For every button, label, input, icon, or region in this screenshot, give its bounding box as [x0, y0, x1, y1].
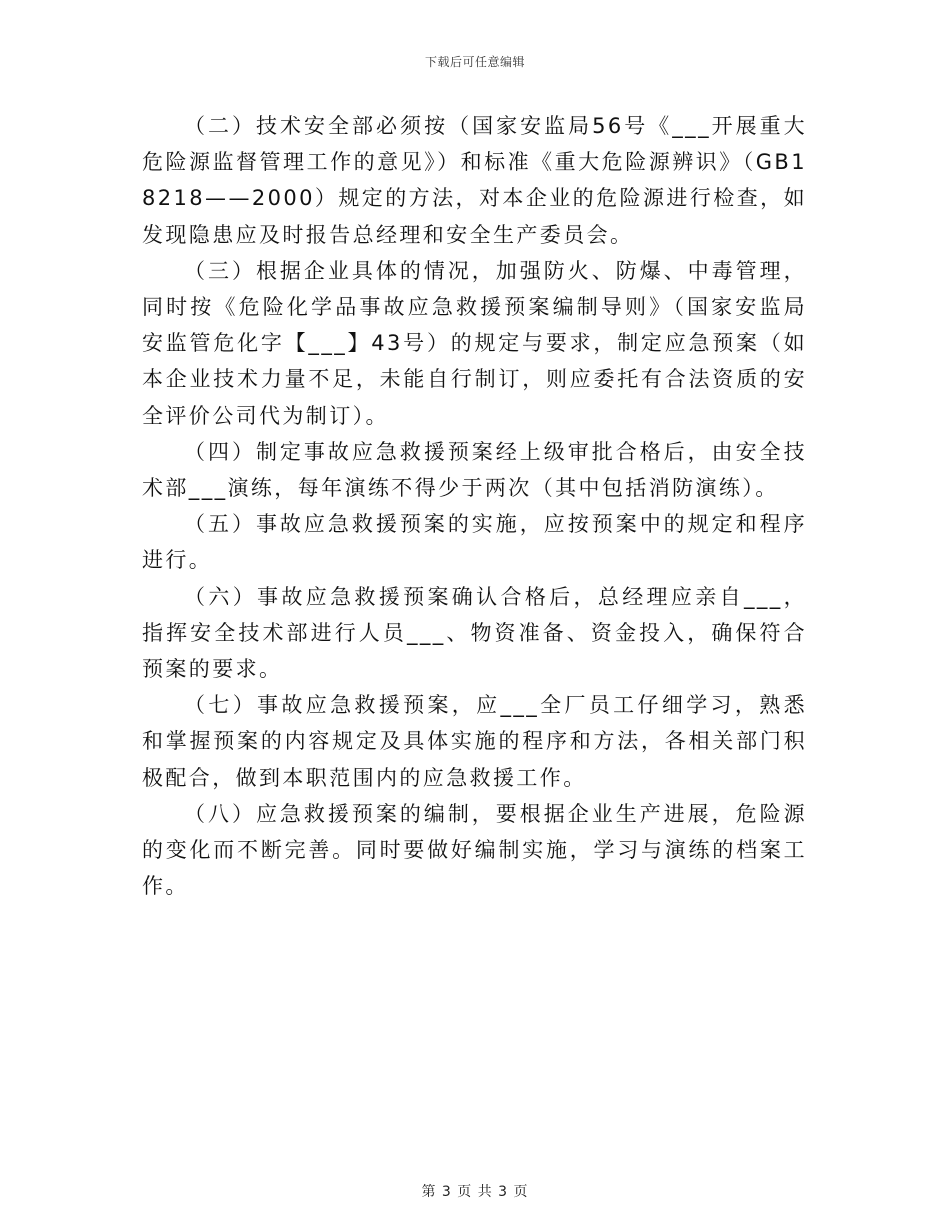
- paragraph-3: （三）根据企业具体的情况，加强防火、防爆、中毒管理，同时按《危险化学品事故应急救援预案编制导则》（国家安监局安监管危化字【___】43号）的规定与要求，制定应急预案（如本企业技术力量不足，未能自行制订，则应委托有合法资质的安全评价公司代为制订）。: [142, 258, 807, 428]
- page-header: 下载后可任意编辑: [424, 55, 525, 69]
- document-body: [142, 108, 807, 904]
- paragraph-8: （八）应急救援预案的编制，要根据企业生产进展，危险源的变化而不断完善。同时要做好编制实施，学习与演练的档案工作。: [142, 801, 807, 899]
- paragraph-6: （六）事故应急救援预案确认合格后，总经理应亲自___，指挥安全技术部进行人员___、物资准备、资金投入，确保符合预案的要求。: [142, 584, 807, 682]
- page-footer: 第 3 页 共 3 页: [421, 1184, 529, 1200]
- paragraph-4: （四）制定事故应急救援预案经上级审批合格后，由安全技术部___演练，每年演练不得少于两次（其中包括消防演练）。: [142, 439, 807, 501]
- paragraph-2: （二）技术安全部必须按（国家安监局56号《___开展重大危险源监督管理工作的意见》）和标准《重大危险源辨识》（GB18218——2000）规定的方法，对本企业的危险源进行检查，如发现隐患应及时报告总经理和安全生产委员会。: [142, 114, 807, 247]
- paragraph-5: （五）事故应急救援预案的实施，应按预案中的规定和程序进行。: [142, 512, 807, 573]
- paragraph-7: （七）事故应急救援预案，应___全厂员工仔细学习，熟悉和掌握预案的内容规定及具体实施的程序和方法，各相关部门积极配合，做到本职范围内的应急救援工作。: [142, 693, 807, 790]
